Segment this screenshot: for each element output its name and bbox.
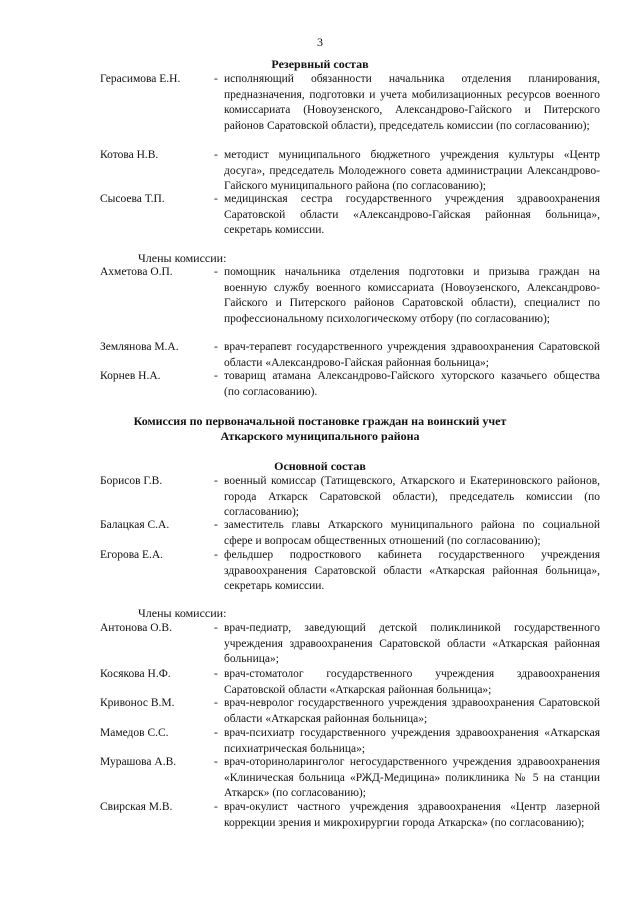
entry-dash: - (214, 622, 218, 634)
entry-description: военный комиссар (Татищевского, Аткарского и Екатериновского районов, города Аткарск Саратовской области), председатель комиссии (по согласованию); (224, 475, 600, 519)
entry (100, 72, 600, 134)
entry-name: Котова Н.В. (100, 149, 159, 161)
entry-name: Мамедов С.С. (100, 727, 169, 739)
entry-name: Ахметова О.П. (100, 266, 173, 278)
entry-dash: - (214, 370, 218, 382)
entry-description: врач-терапевт государственного учреждения здравоохранения Саратовской области «Александрово-Гайская районная больница»; (224, 341, 600, 369)
entry-dash: - (214, 801, 218, 813)
entry-dash: - (214, 549, 218, 561)
entry-name: Косякова Н.Ф. (100, 668, 171, 680)
entry-dash: - (214, 727, 218, 739)
reserve-heading: Резервный состав (271, 57, 369, 71)
commission-title-line2: Аткарского муниципального района (220, 429, 420, 443)
members-label: Члены комиссии: (138, 606, 227, 620)
entry-dash: - (214, 475, 218, 487)
entry-name: Герасимова Е.Н. (100, 73, 181, 85)
commission-title-line1: Комиссия по первоначальной постановке граждан на воинский учет (133, 414, 507, 428)
entry-description: врач-невролог государственного учреждения здравоохранения Саратовской области «Аткарская районная больница»; (224, 697, 600, 725)
entry-description: врач-педиатр, заведующий детской поликлиникой государственного учреждения здравоохранения Саратовской области «Аткарская районная больница»; (224, 622, 600, 666)
entry-name: Кривонос В.М. (100, 697, 175, 709)
entry-name: Антонова О.В. (100, 622, 172, 634)
entry-dash: - (214, 149, 218, 161)
entry (100, 667, 600, 698)
entry-name: Свирская М.В. (100, 801, 173, 813)
entry-name: Борисов Г.В. (100, 475, 163, 487)
entry-dash: - (214, 341, 218, 353)
entry-dash: - (214, 73, 218, 85)
entry (100, 340, 600, 371)
entry-description: исполняющий обязанности начальника отделения планирования, предназначения, подготовки и учета мобилизационных ресурсов военного комиссариата (Новоузенского, Александрово-Гайского и Питерского районов Саратовской области), председатель комиссии (по согласованию); (224, 73, 600, 132)
entry-dash: - (214, 519, 218, 531)
entry-description: методист муниципального бюджетного учреждения культуры «Центр досуга», председатель Молодежного совета администрации Александрово-Гайского муниципального района (по согласованию); (224, 149, 600, 193)
entry (100, 369, 600, 400)
entry-name: Егорова Е.А. (100, 549, 164, 561)
entry (100, 518, 600, 549)
entry-description: врач-оториноларинголог негосударственного учреждения здравоохранения «Клиническая больница «РЖД-Медицина» поликлиника № 5 на станции Аткарск» (по согласованию); (224, 756, 600, 800)
entry-name: Мурашова А.В. (100, 756, 177, 768)
entry-description: медицинская сестра государственного учреждения здравоохранения Саратовской области «Александрово-Гайская районная больница», секретарь комиссии. (224, 193, 600, 237)
page-number: 3 (317, 35, 323, 49)
entry (100, 192, 600, 239)
entry (100, 148, 600, 195)
entry (100, 474, 600, 521)
entry (100, 265, 600, 327)
main-heading: Основной состав (274, 459, 366, 473)
entry-description: заместитель главы Аткарского муниципального района по социальной сфере и вопросам общественных отношений (по согласованию); (224, 519, 600, 547)
entry (100, 755, 600, 802)
entry-description: фельдшер подросткового кабинета государственного учреждения здравоохранения Саратовской области «Аткарская районная больница», секретарь комиссии. (224, 549, 600, 593)
entry-name: Сысоева Т.П. (100, 193, 165, 205)
entry-dash: - (214, 697, 218, 709)
entry (100, 621, 600, 668)
entry (100, 548, 600, 595)
entry (100, 726, 600, 757)
entry-description: врач-психиатр государственного учреждения здравоохранения «Аткарская психиатрическая больница»; (224, 727, 600, 755)
entry (100, 800, 600, 831)
entry-dash: - (214, 756, 218, 768)
entry-description: товарищ атамана Александрово-Гайского хуторского казачьего общества (по согласованию). (224, 370, 600, 398)
entry-name: Балацкая С.А. (100, 519, 170, 531)
entry-description: помощник начальника отделения подготовки и призыва граждан на военную службу военного комиссариата (Новоузенского, Александрово-Гайского и Питерского районов Саратовской области), специалист по профессиональному психологическому отбору (по согласованию); (224, 266, 600, 325)
entry-description: врач-окулист частного учреждения здравоохранения «Центр лазерной коррекции зрения и микрохирургии города Аткарска» (по согласованию); (224, 801, 600, 829)
entry-dash: - (214, 266, 218, 278)
entry (100, 696, 600, 727)
entry-name: Корнев Н.А. (100, 370, 161, 382)
members-label: Члены комиссии: (138, 251, 227, 265)
entry-dash: - (214, 193, 218, 205)
entry-description: врач-стоматолог государственного учреждения здравоохранения Саратовской области «Аткарская районная больница»; (224, 668, 600, 696)
entry-dash: - (214, 668, 218, 680)
commission-title (0, 414, 640, 444)
entry-name: Землянова М.А. (100, 341, 179, 353)
